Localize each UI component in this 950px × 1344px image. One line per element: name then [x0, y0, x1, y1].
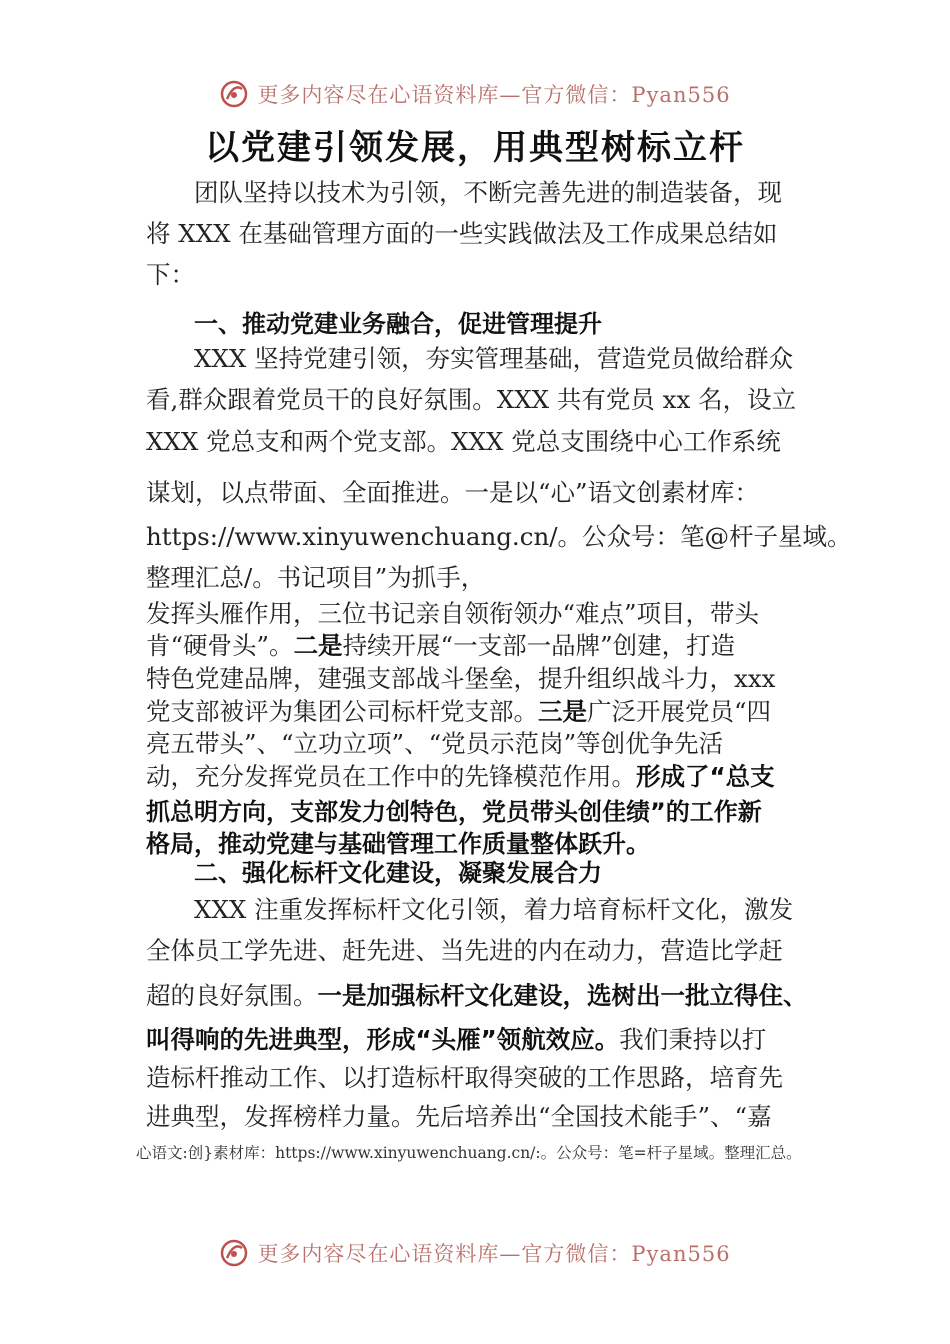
intro-line-2: 将 XXX 在基础管理方面的一些实践做法及工作成果总结如: [146, 219, 778, 248]
section-2-line-5: 造标杆推动工作、以打造标杆取得突破的工作思路，培育先: [146, 1063, 783, 1092]
section-2-line-4: [146, 1025, 766, 1055]
section-1-line-3: XXX 党总支和两个党支部。XXX 党总支围绕中心工作系统: [146, 427, 781, 456]
section-2-line-3: [146, 981, 808, 1011]
section-1-line-11: 亮五带头”、“立功立项”、“党员示范岗”等创优争先活: [146, 729, 724, 758]
section-2-heading: 二、强化标杆文化建设，凝聚发展合力: [194, 859, 602, 887]
emphasis-run: 三是: [538, 697, 587, 726]
section-1-line-1: XXX 坚持党建引领，夯实管理基础，营造党员做给群众: [194, 344, 794, 373]
text-run: 超的良好氛围。: [146, 981, 318, 1010]
section-1-line-5: https://www.xinyuwenchuang.cn/。公众号：笔@杆子星域。: [146, 522, 852, 551]
section-1-line-9: 特色党建品牌，建强支部战斗堡垒，提升组织战斗力，xxx: [146, 664, 776, 693]
section-2-line-2: 全体员工学先进、赶先进、当先进的内在动力，营造比学赶: [146, 936, 783, 965]
section-1-line-2: 看,群众跟着党员干的良好氛围。XXX 共有党员 xx 名，设立: [146, 385, 797, 414]
section-2-line-6: 进典型，发挥榜样力量。先后培养出“全国技术能手”、“嘉: [146, 1102, 772, 1131]
section-1-line-12: [146, 762, 775, 792]
section-1-line-6: 整理汇总/。书记项目”为抓手，: [146, 563, 486, 592]
text-run: 我们秉持以打: [619, 1025, 767, 1054]
section-1-heading: 一、推动党建业务融合，促进管理提升: [194, 310, 602, 338]
intro-line-1: 团队坚持以技术为引领，不断完善先进的制造装备，现: [194, 178, 782, 207]
section-1-line-10: [146, 697, 771, 727]
emphasis-run: 一是加强标杆文化建设，选树出一批立得住、: [317, 981, 808, 1010]
section-1-line-13: 抓总明方向，支部发力创特色，党员带头创佳绩”的工作新: [146, 798, 762, 826]
emphasis-run: 叫得响的先进典型，形成“头雁”领航效应。: [146, 1025, 620, 1054]
section-1-line-8: [146, 631, 735, 661]
text-run: 党支部被评为集团公司标杆党支部。: [146, 697, 538, 726]
brand-logo-icon: [219, 1238, 249, 1268]
text-run: 肯“硬骨头”。: [146, 631, 294, 660]
banner-text: 更多内容尽在心语资料库—官方微信：Pyan556: [257, 83, 731, 107]
text-run: 广泛开展党员“四: [587, 697, 772, 726]
intro-line-3: 下：: [146, 260, 195, 289]
text-run: 持续开展“一支部一品牌”创建，打造: [342, 631, 736, 660]
text-run: 动，充分发挥党员在工作中的先锋模范作用。: [146, 762, 636, 791]
section-1-line-4: 谋划，以点带面、全面推进。一是以“心”语文创素材库：: [146, 478, 760, 507]
section-1-line-14: 格局，推动党建与基础管理工作质量整体跃升。: [146, 830, 650, 858]
section-2-line-1: XXX 注重发挥标杆文化引领，着力培育标杆文化，激发: [194, 895, 794, 924]
brand-logo-icon: [219, 79, 249, 109]
banner-text: 更多内容尽在心语资料库—官方微信：Pyan556: [257, 1242, 731, 1266]
emphasis-run: 形成了“总支: [636, 762, 775, 791]
header-watermark-banner: [0, 74, 950, 114]
section-1-line-7: 发挥头雁作用，三位书记亲自领衔领办“难点”项目，带头: [146, 599, 760, 628]
footnote: 心语文:创}素材库：https://www.xinyuwenchuang.cn/:。公众号：笔=杆子星域。整理汇总。: [136, 1144, 802, 1162]
document-title: 以党建引领发展，用典型树标立杆: [205, 128, 745, 168]
emphasis-run: 二是: [293, 631, 343, 660]
footer-watermark-banner: [0, 1233, 950, 1273]
